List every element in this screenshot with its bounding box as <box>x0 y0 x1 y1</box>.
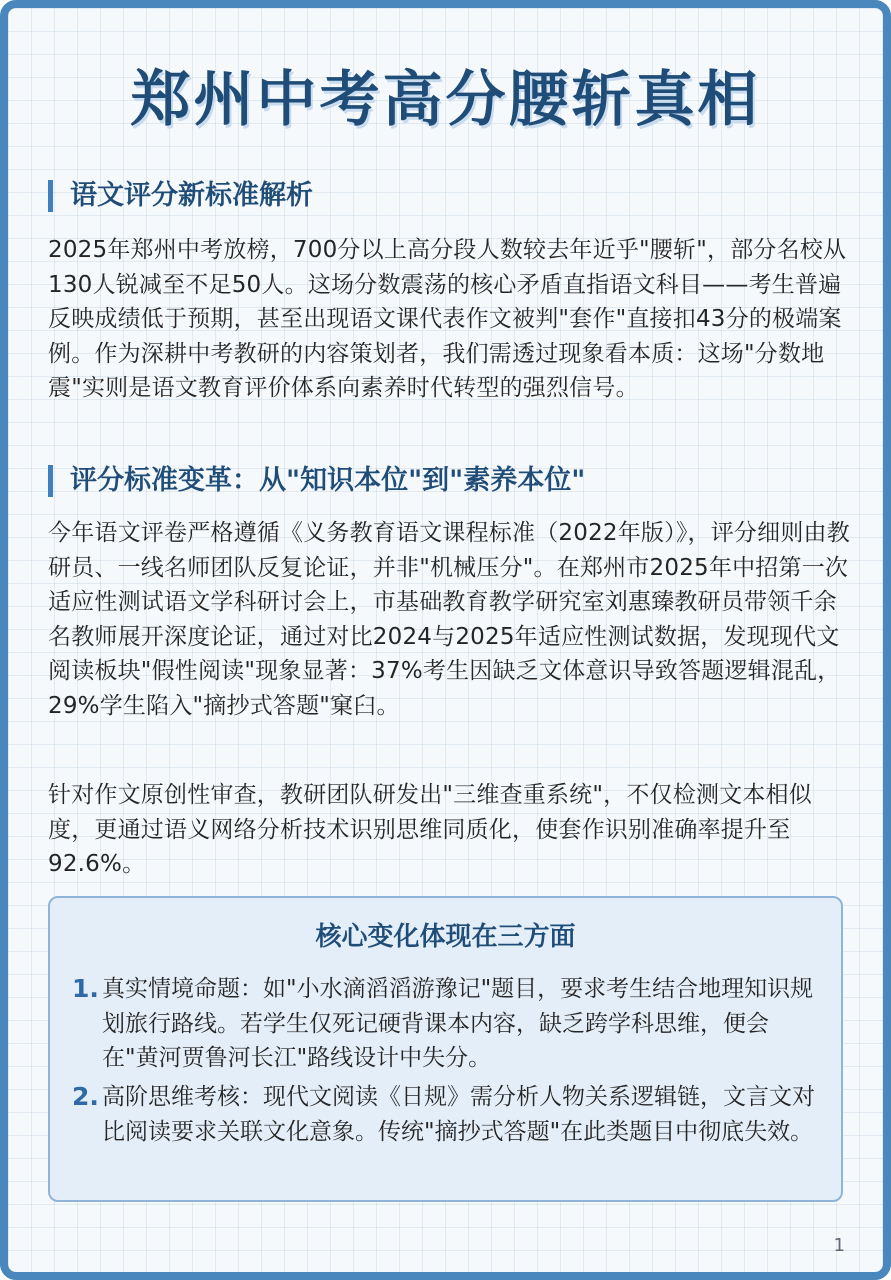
list-item-text: 真实情境命题：如"小水滴滔滔游豫记"题目，要求考生结合地理知识规划旅行路线。若学生仅死记硬背课本内容，缺乏跨学科思维，便会在"黄河贾鲁河长江"路线设计中失分。 <box>102 976 814 1071</box>
section-heading-grading-standards: 语文评分新标准解析 <box>48 178 313 214</box>
section-heading-reform: 评分标准变革：从"知识本位"到"素养本位" <box>48 463 585 499</box>
page-number: 1 <box>833 1235 845 1256</box>
list-item <box>72 1080 824 1149</box>
page-title: 郑州中考高分腰斩真相 <box>130 65 761 135</box>
list-item-number: 2. <box>72 1082 99 1111</box>
highlight-box <box>48 896 843 1202</box>
paragraph-reform-details: 今年语文评卷严格遵循《义务教育语文课程标准（2022年版）》，评分细则由教研员、一线名师团队反复论证，并非"机械压分"。在郑州市2025年中招第一次适应性测试语文学科研讨会上，市基础教育教学研究室刘惠臻教研员带领千余名教师展开深度论证，通过对比2024与2025年适应性测试数据，发现现代文阅读板块"假性阅读"现象显著：37%考生因缺乏文体意识导致答题逻辑混乱，29%学生陷入"摘抄式答题"窠臼。 <box>48 520 850 719</box>
list-item <box>72 972 824 1076</box>
paragraph-plagiarism-system: 针对作文原创性审查，教研团队研发出"三维查重系统"，不仅检测文本相似度，更通过语义网络分析技术识别思维同质化，使套作识别准确率提升至92.6%。 <box>48 782 812 877</box>
list-item-number: 1. <box>72 974 99 1003</box>
highlight-box-title: 核心变化体现在三方面 <box>315 922 576 952</box>
paragraph-intro: 2025年郑州中考放榜，700分以上高分段人数较去年近乎"腰斩"，部分名校从130人锐减至不足50人。这场分数震荡的核心矛盾直指语文科目——考生普遍反映成绩低于预期，甚至出现语文课代表作文被判"套作"直接扣43分的极端案例。作为深耕中考教研的内容策划者，我们需透过现象看本质：这场"分数地震"实则是语文教育评价体系向素养时代转型的强烈信号。 <box>48 237 847 401</box>
list-item-text: 高阶思维考核：现代文阅读《日规》需分析人物关系逻辑链，文言文对比阅读要求关联文化意象。传统"摘抄式答题"在此类题目中彻底失效。 <box>102 1084 815 1145</box>
